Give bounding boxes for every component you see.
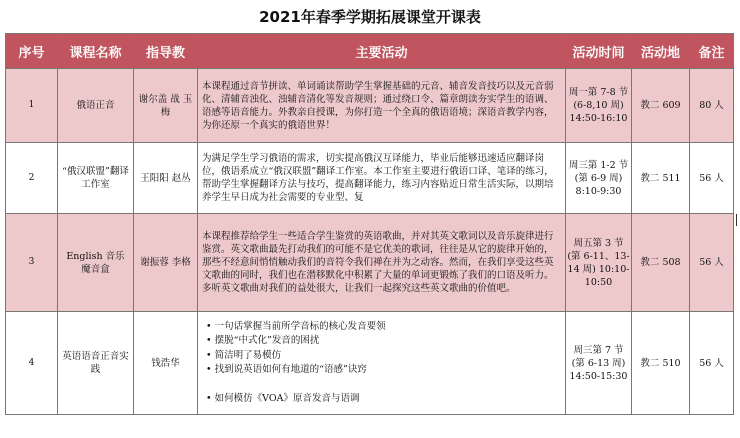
- course-name: “俄汉联盟”翻译工作室: [58, 143, 134, 214]
- activity-place: 教二 508: [632, 214, 690, 312]
- note: 80 人: [690, 69, 734, 143]
- course-name: English 音乐魔音盒: [58, 214, 134, 312]
- activity-place: 教二 510: [632, 312, 690, 415]
- header-row: [6, 34, 734, 69]
- activity-point: • 找到说英语如何有地道的“语感”诀窍: [206, 363, 561, 378]
- teacher-name: 谢尔盖 战 玉梅: [134, 69, 198, 143]
- table-row: [6, 214, 734, 312]
- header-teacher: 指导教: [134, 34, 198, 69]
- activity-time: 周五第 3 节 (第 6-11、13-14 周) 10:10-10:50: [566, 214, 632, 312]
- activity-description: 本课程推荐给学生一些适合学生鉴赏的英语歌曲，并对其英文歌词以及音乐旋律进行鉴赏。英文歌曲最先打动我们的可能不是它优美的歌词，往往是从它的旋律开始的，那些不经意间悄悄触动我们的音符令我们禅在并为之动容。然而，在我们享受这些英文歌曲的同时，我们也在潜移默化中积累了大量的单词更锻炼了我们的口语及听力。多听英文歌曲对我们的益处很大，让我们一起探究这些英文歌曲的价值吧。: [198, 214, 566, 312]
- row-no: 2: [6, 143, 58, 214]
- activity-time: 周三第 1-2 节 (第 6-9 周) 8:10-9:30: [566, 143, 632, 214]
- activity-point: • 如何模仿《VOA》原音发音与语调: [206, 392, 561, 407]
- teacher-name: 谢振蓉 李格: [134, 214, 198, 312]
- note: 56 人: [690, 143, 734, 214]
- table-row: [6, 69, 734, 143]
- activity-time: 周一第 7-8 节 (6-8,10 周) 14:50-16:10: [566, 69, 632, 143]
- page-title: 2021年春季学期拓展课堂开课表: [259, 8, 481, 26]
- header-course-name: 课程名称: [58, 34, 134, 69]
- header-no: 序号: [6, 34, 58, 69]
- header-time: 活动时间: [566, 34, 632, 69]
- course-table: [5, 33, 734, 415]
- activity-description: [198, 312, 566, 415]
- course-name: 俄语正音: [58, 69, 134, 143]
- activity-place: 教二 511: [632, 143, 690, 214]
- note: 56 人: [690, 214, 734, 312]
- text-cursor-mark: [736, 214, 737, 226]
- header-place: 活动地: [632, 34, 690, 69]
- row-no: 1: [6, 69, 58, 143]
- course-name: 英语语音正音实践: [58, 312, 134, 415]
- activity-time: 周三第 7 节 (第 6-13 周) 14:50-15:30: [566, 312, 632, 415]
- row-no: 3: [6, 214, 58, 312]
- activity-points: [202, 320, 561, 407]
- header-activity: 主要活动: [198, 34, 566, 69]
- table-row: [6, 312, 734, 415]
- table-row: [6, 143, 734, 214]
- activity-place: 教二 609: [632, 69, 690, 143]
- teacher-name: 王阳阳 赵丛: [134, 143, 198, 214]
- activity-point: • 简洁明了易模仿: [206, 349, 561, 364]
- note: 56 人: [690, 312, 734, 415]
- header-note: 备注: [690, 34, 734, 69]
- activity-point: • 摆脱“中式化”发音的困扰: [206, 334, 561, 349]
- teacher-name: 钱浩华: [134, 312, 198, 415]
- activity-description: 为满足学生学习俄语的需求，切实提高俄汉互译能力，毕业后能够迅速适应翻译岗位，俄语系成立“俄汉联盟”翻译工作室。本工作室主要进行俄语口译、笔译的练习，帮助学生掌握翻译方法与技巧，提高翻译能力，练习内容贴近日常生活实际，以期培养学生早日成为社会需要的专业型、复: [198, 143, 566, 214]
- activity-description: 本课程通过音节拼读、单词诵读帮助学生掌握基础的元音、辅音发音技巧以及元音弱化、清辅音浊化、浊辅音清化等发音规则；通过绕口令、篇章朗读夯实学生的语调、语感等语音能力。外教亲自授课，为你打造一个全真的俄语语境；深语音教学内容，为你还原一个真实的俄语世界！: [198, 69, 566, 143]
- row-no: 4: [6, 312, 58, 415]
- activity-point: • 一句话掌握当前所学音标的核心发音要领: [206, 320, 561, 335]
